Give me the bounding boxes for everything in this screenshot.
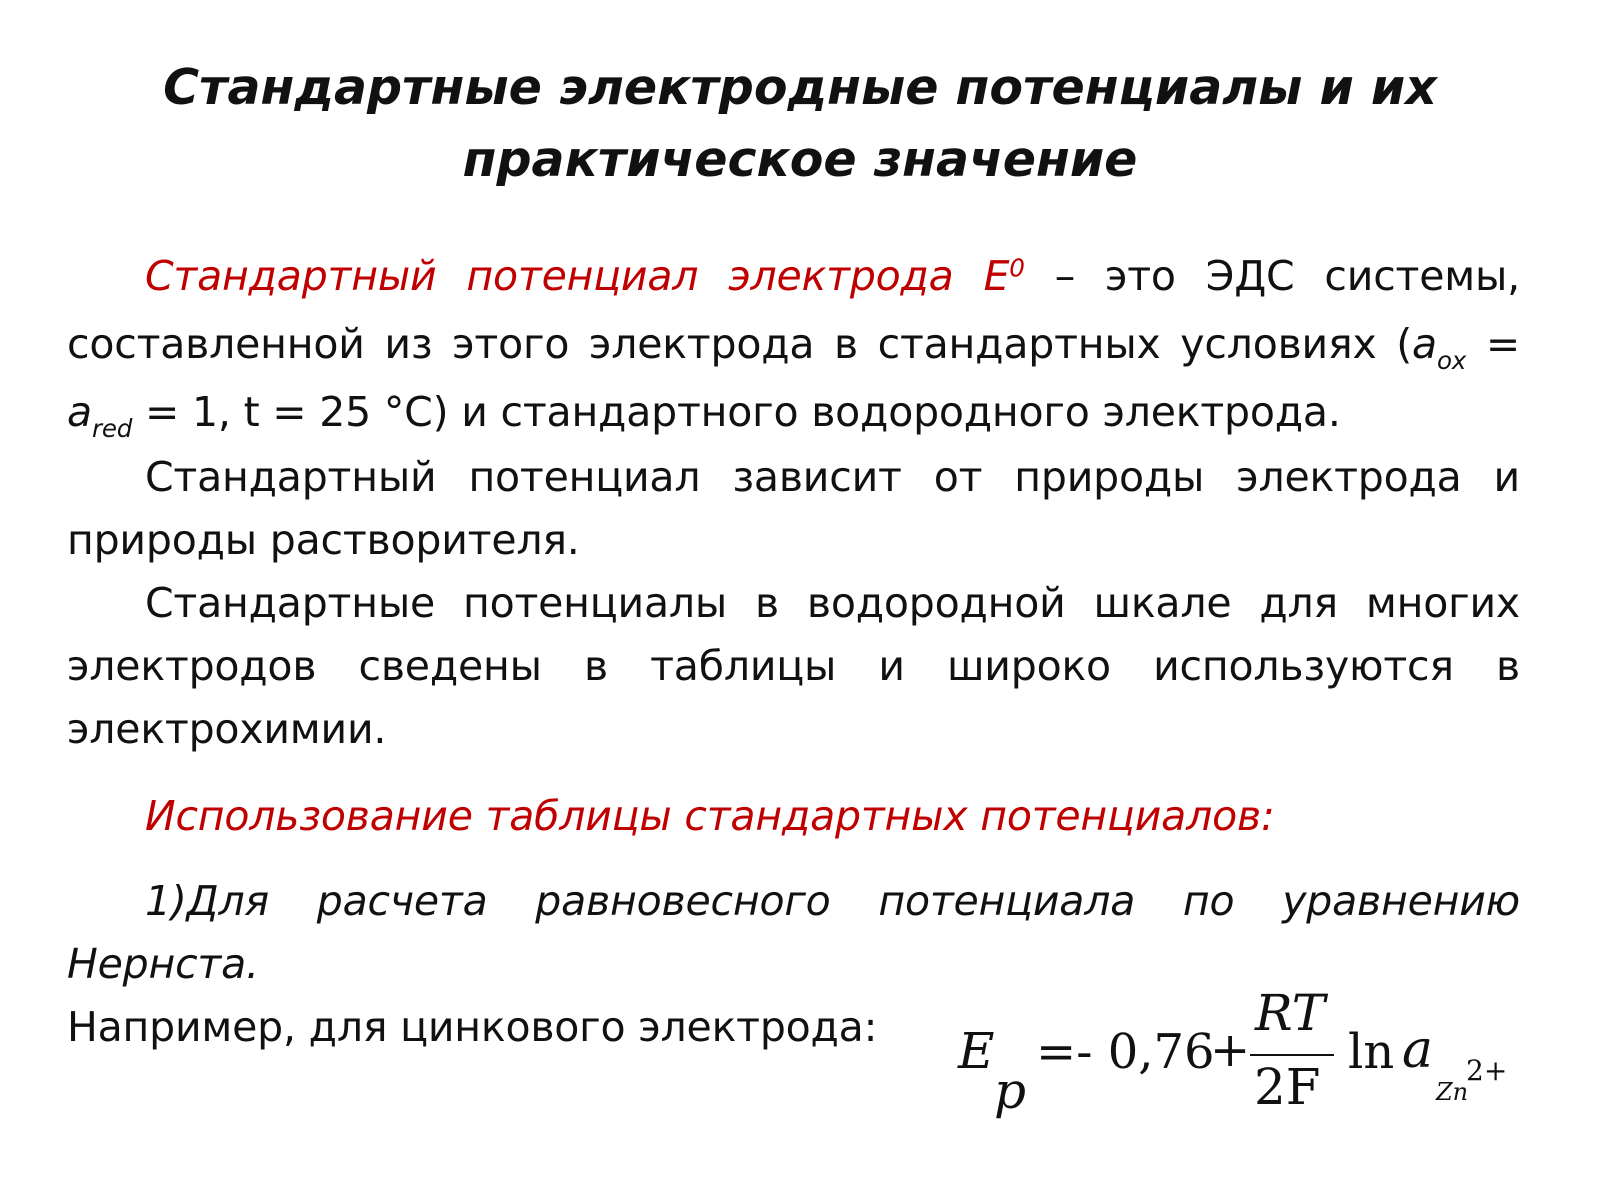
- formula-E: E: [958, 1022, 995, 1080]
- term-superscript: 0: [1009, 253, 1025, 283]
- formula-a: a: [1402, 1020, 1434, 1080]
- formula-plus: +: [1210, 1022, 1251, 1078]
- title-line-2: практическое значение: [462, 131, 1138, 188]
- definition-term: Стандартный потенциал электрода $E^0$: [145, 252, 1025, 300]
- formula-zn: Zn: [1436, 1078, 1469, 1106]
- usage-heading: Использование таблицы стандартных потенциалов:: [145, 792, 1275, 840]
- nernst-formula: [958, 984, 1518, 1154]
- definition-text-2: = 1, t = 25 °C) и стандартного водородного электрода.: [132, 388, 1341, 436]
- paragraph-tables: Стандартные потенциалы в водородной шкале для многих электродов сведены в таблицы и широко используются в электрохимии.: [67, 579, 1520, 753]
- definition-text-1: – это ЭДС системы, составленной из этого электрода в стандартных условиях (: [67, 252, 1520, 368]
- usage-item-1: 1)Для расчета равновесного потенциала по уравнению Нернста.: [67, 877, 1520, 988]
- formula-denominator: 2F: [1254, 1058, 1321, 1116]
- formula-numerator: RT: [1255, 984, 1326, 1042]
- activity-red: $a_{red}$: [67, 388, 133, 444]
- activity-ox: $a_{ox}$: [1412, 320, 1467, 376]
- formula-charge: 2+: [1466, 1054, 1508, 1087]
- slide-body: [67, 242, 1520, 1059]
- paragraph-solvent: Стандартный потенциал зависит от природы электрода и природы растворителя.: [67, 453, 1520, 564]
- formula-ln: ln: [1348, 1024, 1395, 1080]
- formula-value: =- 0,76: [1036, 1024, 1215, 1080]
- formula-p: p: [994, 1062, 1027, 1120]
- definition-equals: =: [1466, 320, 1520, 368]
- definition-paragraph: [67, 242, 1520, 446]
- slide-title: [90, 52, 1510, 196]
- example-label: Например, для цинкового электрода:: [67, 1003, 878, 1051]
- title-line-1: Стандартные электродные потенциалы и их: [163, 59, 1437, 116]
- fraction-bar: [1250, 1054, 1334, 1056]
